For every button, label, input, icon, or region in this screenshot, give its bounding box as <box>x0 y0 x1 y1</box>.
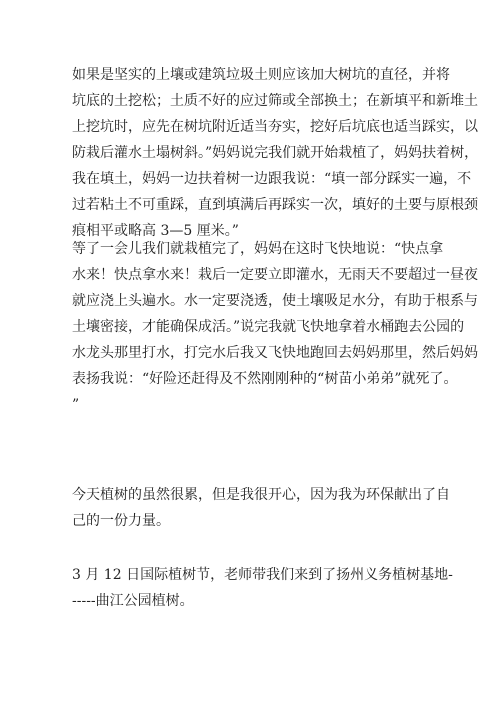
text-line: 水来！快点拿水来！栽后一定要立即灌水，无雨天不要超过一昼夜 <box>72 267 478 283</box>
text-line: 己的一份力量。 <box>72 513 170 529</box>
text-line: 上挖坑时，应先在树坑附近适当夯实，挖好后坑底也适当踩实，以 <box>72 119 478 135</box>
paragraph-conclusion <box>72 482 450 534</box>
paragraph-watering <box>72 236 478 418</box>
text-line: 我在填土，妈妈一边扶着树一边跟我说：“填一部分踩实一遍，不 <box>72 171 472 187</box>
text-line: 今天植树的虽然很累，但是我很开心，因为我为环保献出了自 <box>72 487 450 503</box>
text-line: 等了一会儿我们就栽植完了，妈妈在这时飞快地说：“快点拿 <box>72 241 444 257</box>
text-line: 水龙头那里打水，打完水后我又飞快地跑回去妈妈那里，然后妈妈 <box>72 345 478 361</box>
text-line: 就应浇上头遍水。水一定要浇透，使土壤吸足水分，有助于根系与 <box>72 293 478 309</box>
text-line: 土壤密接，才能确保成活。”说完我就飞快地拿着水桶跑去公园的 <box>72 319 465 335</box>
paragraph-arbor-day <box>72 562 453 614</box>
paragraph-planting-instructions <box>72 62 479 244</box>
text-line: -----曲江公园植树。 <box>72 593 194 609</box>
text-line: 痕相平或略高 3—5 厘米。” <box>72 223 239 239</box>
text-line: 如果是坚实的上壤或建筑垃圾土则应该加大树坑的直径，并将 <box>72 67 450 83</box>
text-line: 过若粘土不可重踩，直到填满后再踩实一次，填好的土要与原根颈 <box>72 197 478 213</box>
text-line: ” <box>72 397 80 413</box>
text-line: 坑底的土挖松；土质不好的应过筛或全部换土；在新填平和新堆土 <box>72 93 478 109</box>
text-line: 防栽后灌水土塌树斜。”妈妈说完我们就开始栽植了，妈妈扶着树， <box>72 145 479 161</box>
text-line: 3 月 12 日国际植树节，老师带我们来到了扬州义务植树基地- <box>72 567 453 583</box>
text-line: 表扬我说：“好险还赶得及不然刚刚种的“树苗小弟弟”就死了。 <box>72 371 458 387</box>
